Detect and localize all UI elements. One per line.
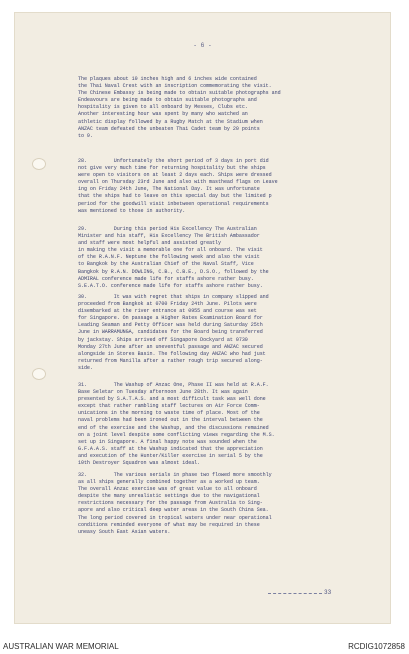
- paragraph-32: 32. The various serials in phase two flowed more smoothly as all ships generally combined together as a worked up team. The overall Anzac exercise was of great value to all onboard despite the many unrealistic settings due to the navigational restrictions necessary for the passage from Australia to Sing- apore and also critical deep water areas in the South China Sea. The long period covered in tropical waters under near operational conditions reminded everyone of what may be required in these uneasy South East Asian waters.: [78, 472, 272, 535]
- punch-hole: [32, 368, 46, 380]
- paragraph-29: 29. During this period His Excellency The Australian Minister and his staff, His Excellency The British Ambassador and staff were most helpful and assisted greatly in making the visit a memorable one for all onboard. The visit of the R.A.N.F. Neptune the following week and also the visit to Bangkok by the Australian Chief of the Naval Staff, Vice Bangkok by R.A.N. DOWLING, C.B., C.B.E., D.S.O., followed by the ADMIRAL conference made life for staffs ashore rather busy. S.E.A.T.O. conference made life for staffs ashore rather busy.: [78, 226, 269, 289]
- archive-name: AUSTRALIAN WAR MEMORIAL: [3, 642, 119, 651]
- page-number-rule: [268, 593, 322, 594]
- paragraph-30: 30. It was with regret that ships in company slipped and proceeded from Bangkok at 0700 Friday 24th June. Pilots were disembarked at the river entrance at 0955 and course was set for Singapore. On passage a Higher Rates Examination Board for Leading Seaman and Petty Officer was held during Saturday 25th June in WARRAMUNGA, candidates for the Board being transferred by jackstay. Ships arrived off Singapore Dockyard at 0730 Monday 27th June after an uneventful passage and ANZAC secured alongside in Stores Basin. The following day ANZAC who had just returned from Manilla after a rather rough trip secured along- side.: [78, 294, 269, 371]
- paragraph-28: 28. Unfortunately the short period of 3 days in port did not give very much time for returning hospitality but the ships were open to visitors on at least 2 days each. Ships were dressed overall on Thursday 23rd June and also with masthead flags on Leave ing on Friday 24th June, The National Day. It was unfortunate that the ships had to leave on this special day but the limited p period for the goodwill visit inbetween operational requirements was mentioned to those in authority.: [78, 158, 278, 214]
- paragraph-31: 31. The Washup of Anzac One, Phase II was held at R.A.F. Base Seletar on Tuesday afternoon June 28th. It was again presented by S.A.T.A.S. and a most difficult task was well done except that rather rambling staff lectures on Air Force Comm- unications in the morning to waste time of place. Most of the naval problems had been ironed out in the interval between the end of the exercise and the Washup, and the discussions remained on a joint level despite some conflicting views regarding the M.S. set up in Singapore. A final happy note was sounded when the G.F.A.A.S. staff at the Washup indicated that the appreciation and execution of the Hunter/Killer exercise in serial 5 by the 10th Destroyer Squadron was almost ideal.: [78, 382, 275, 467]
- page-number: 33: [324, 589, 332, 596]
- punch-holes: [32, 12, 50, 624]
- page-marker: - 6 -: [193, 42, 212, 49]
- punch-hole: [32, 158, 46, 170]
- archive-reference: RCDIG1072858: [348, 642, 405, 651]
- paragraph-intro: The plaques about 10 inches high and 6 inches wide contained the Thai Naval Crest with an inscription commemorating the visit. The Chinese Embassy is being made to obtain suitable photographs and Endeavours are being made to obtain suitable photographs and hospitality is given to all onboard by Messes, Clubs etc. Another interesting hour was spent by many who watched an athletic display followed by a Rugby Match at the Stadium when ANZAC team defeated the unbeaten Thai Cadet team by 20 points to 9.: [78, 76, 281, 139]
- document-page: [14, 12, 391, 624]
